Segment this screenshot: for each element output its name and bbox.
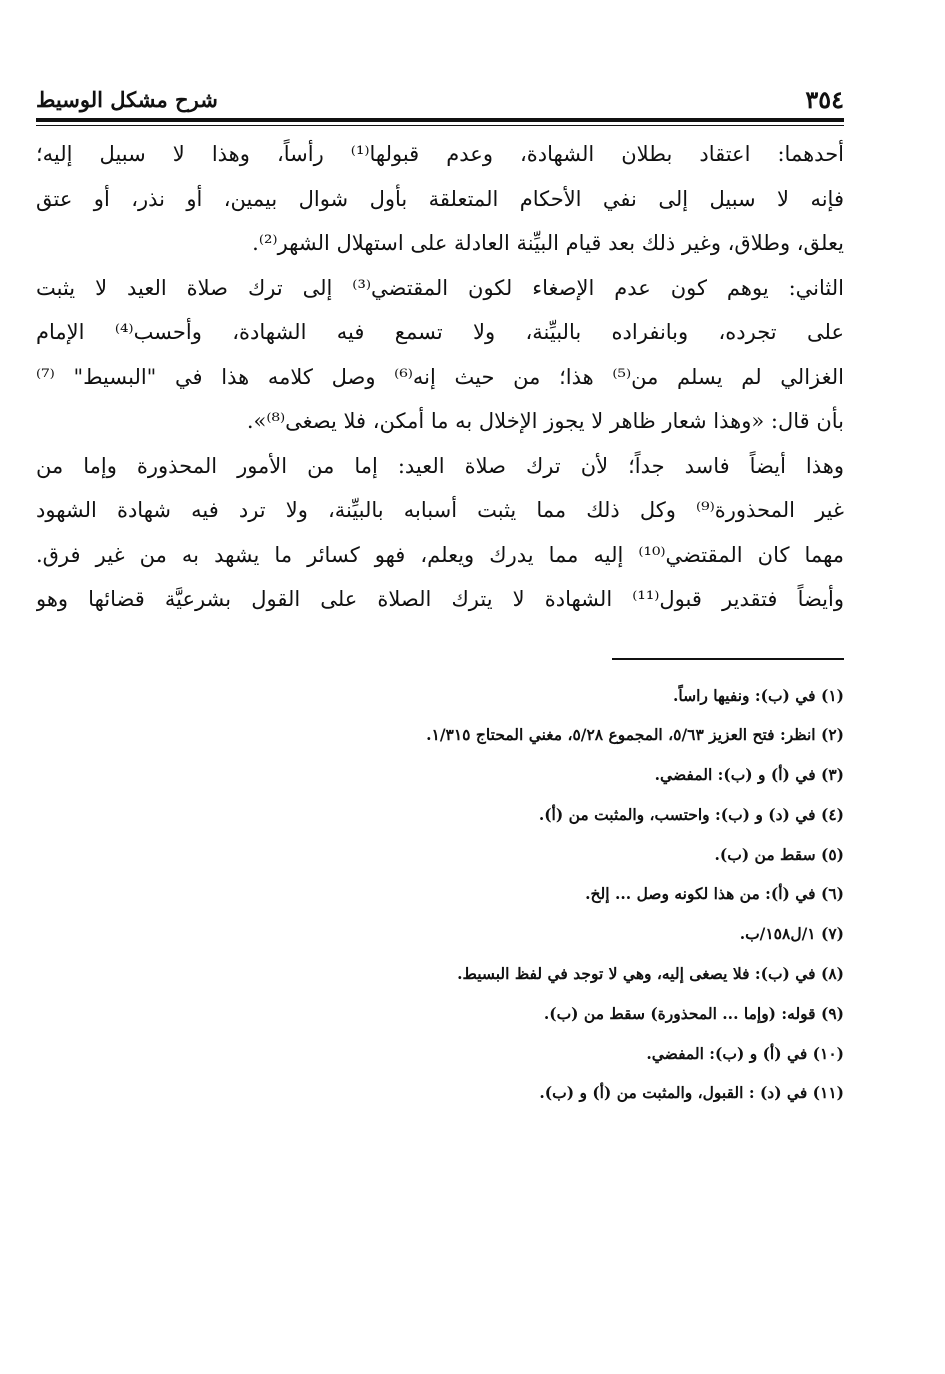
footnote: (١٠) في (أ) و (ب): المفضي. [646, 1043, 844, 1063]
body-text [36, 132, 844, 622]
footnote: (١١) في (د) : القبول، والمثبت من (أ) و (ب). [539, 1083, 844, 1103]
footnote: (٩) قوله: (وإما ... المحذورة) سقط من (ب). [543, 1003, 844, 1023]
running-title: شرح مشكل الوسيط [36, 87, 218, 112]
footnote: (٧) ١/ل١٥٨/ب. [739, 924, 844, 944]
body-line: بأن قال: «وهذا شعار ظاهر لا يجوز الإخلال به ما أمكن، فلا يصغى⁽⁸⁾». [246, 409, 844, 433]
body-line: وأيضاً فتقدير قبول⁽¹¹⁾ الشهادة لا يترك الصلاة على القول بشرعيَّة قضائها وهو [36, 587, 844, 611]
body-line: مهما كان المقتضي⁽¹⁰⁾ إليه مما يدرك ويعلم، فهو كسائر ما يشهد به من غير فرق. [36, 542, 844, 567]
page-number: ٣٥٤ [805, 85, 844, 114]
page-header [36, 76, 844, 114]
header-rule-thin [36, 125, 844, 126]
body-line: غير المحذورة⁽⁹⁾ وكل ذلك مما يثبت أسبابه بالبيِّنة، ولا ترد فيه شهادة الشهود [36, 498, 844, 522]
footnote: (٦) في (أ): من هذا لكونه وصل ... إلخ. [585, 884, 844, 904]
footnote: (٢) انظر: فتح العزيز ٥/٦٣، المجموع ٥/٢٨، مغني المحتاج ١/٣١٥. [426, 725, 844, 745]
footnotes [36, 676, 844, 1114]
body-line: فإنه لا سبيل إلى نفي الأحكام المتعلقة بأول شوال بيمين، أو نذر، أو عتق [36, 186, 844, 211]
footnote: (١) في (ب): ونفيها راساً. [673, 685, 844, 705]
body-line: أحدهما: اعتقاد بطلان الشهادة، وعدم قبولها⁽¹⁾ رأساً، وهذا لا سبيل إليه؛ [36, 142, 844, 166]
body-line: على تجرده، وبانفراده بالبيِّنة، ولا تسمع فيه الشهادة، وأحسب⁽⁴⁾ الإمام [36, 320, 844, 344]
body-line: الغزالي لم يسلم من⁽⁵⁾ هذا؛ من حيث إنه⁽⁶⁾ وصل كلامه هذا في "البسيط" ⁽⁷⁾ [36, 364, 844, 389]
book-page [36, 76, 844, 1316]
footnote-separator [612, 658, 844, 660]
body-line: الثاني: يوهم كون عدم الإصغاء لكون المقتضي⁽³⁾ إلى ترك صلاة العيد لا يثبت [36, 275, 844, 300]
footnote: (٣) في (أ) و (ب): المفضي. [654, 765, 844, 785]
header-rule-thick [36, 118, 844, 122]
footnote: (٥) سقط من (ب). [714, 844, 844, 864]
body-line: وهذا أيضاً فاسد جداً؛ لأن ترك صلاة العيد: إما من الأمور المحذورة وإما من [36, 453, 844, 478]
footnote: (٤) في (د) و (ب): واحتسب، والمثبت من (أ). [538, 804, 844, 824]
footnote: (٨) في (ب): فلا يصغى إليه، وهي لا توجد في لفظ البسيط. [457, 964, 844, 984]
body-line: يعلق، وطلاق، وغير ذلك بعد قيام البيِّنة العادلة على استهلال الشهر⁽²⁾. [252, 231, 844, 255]
